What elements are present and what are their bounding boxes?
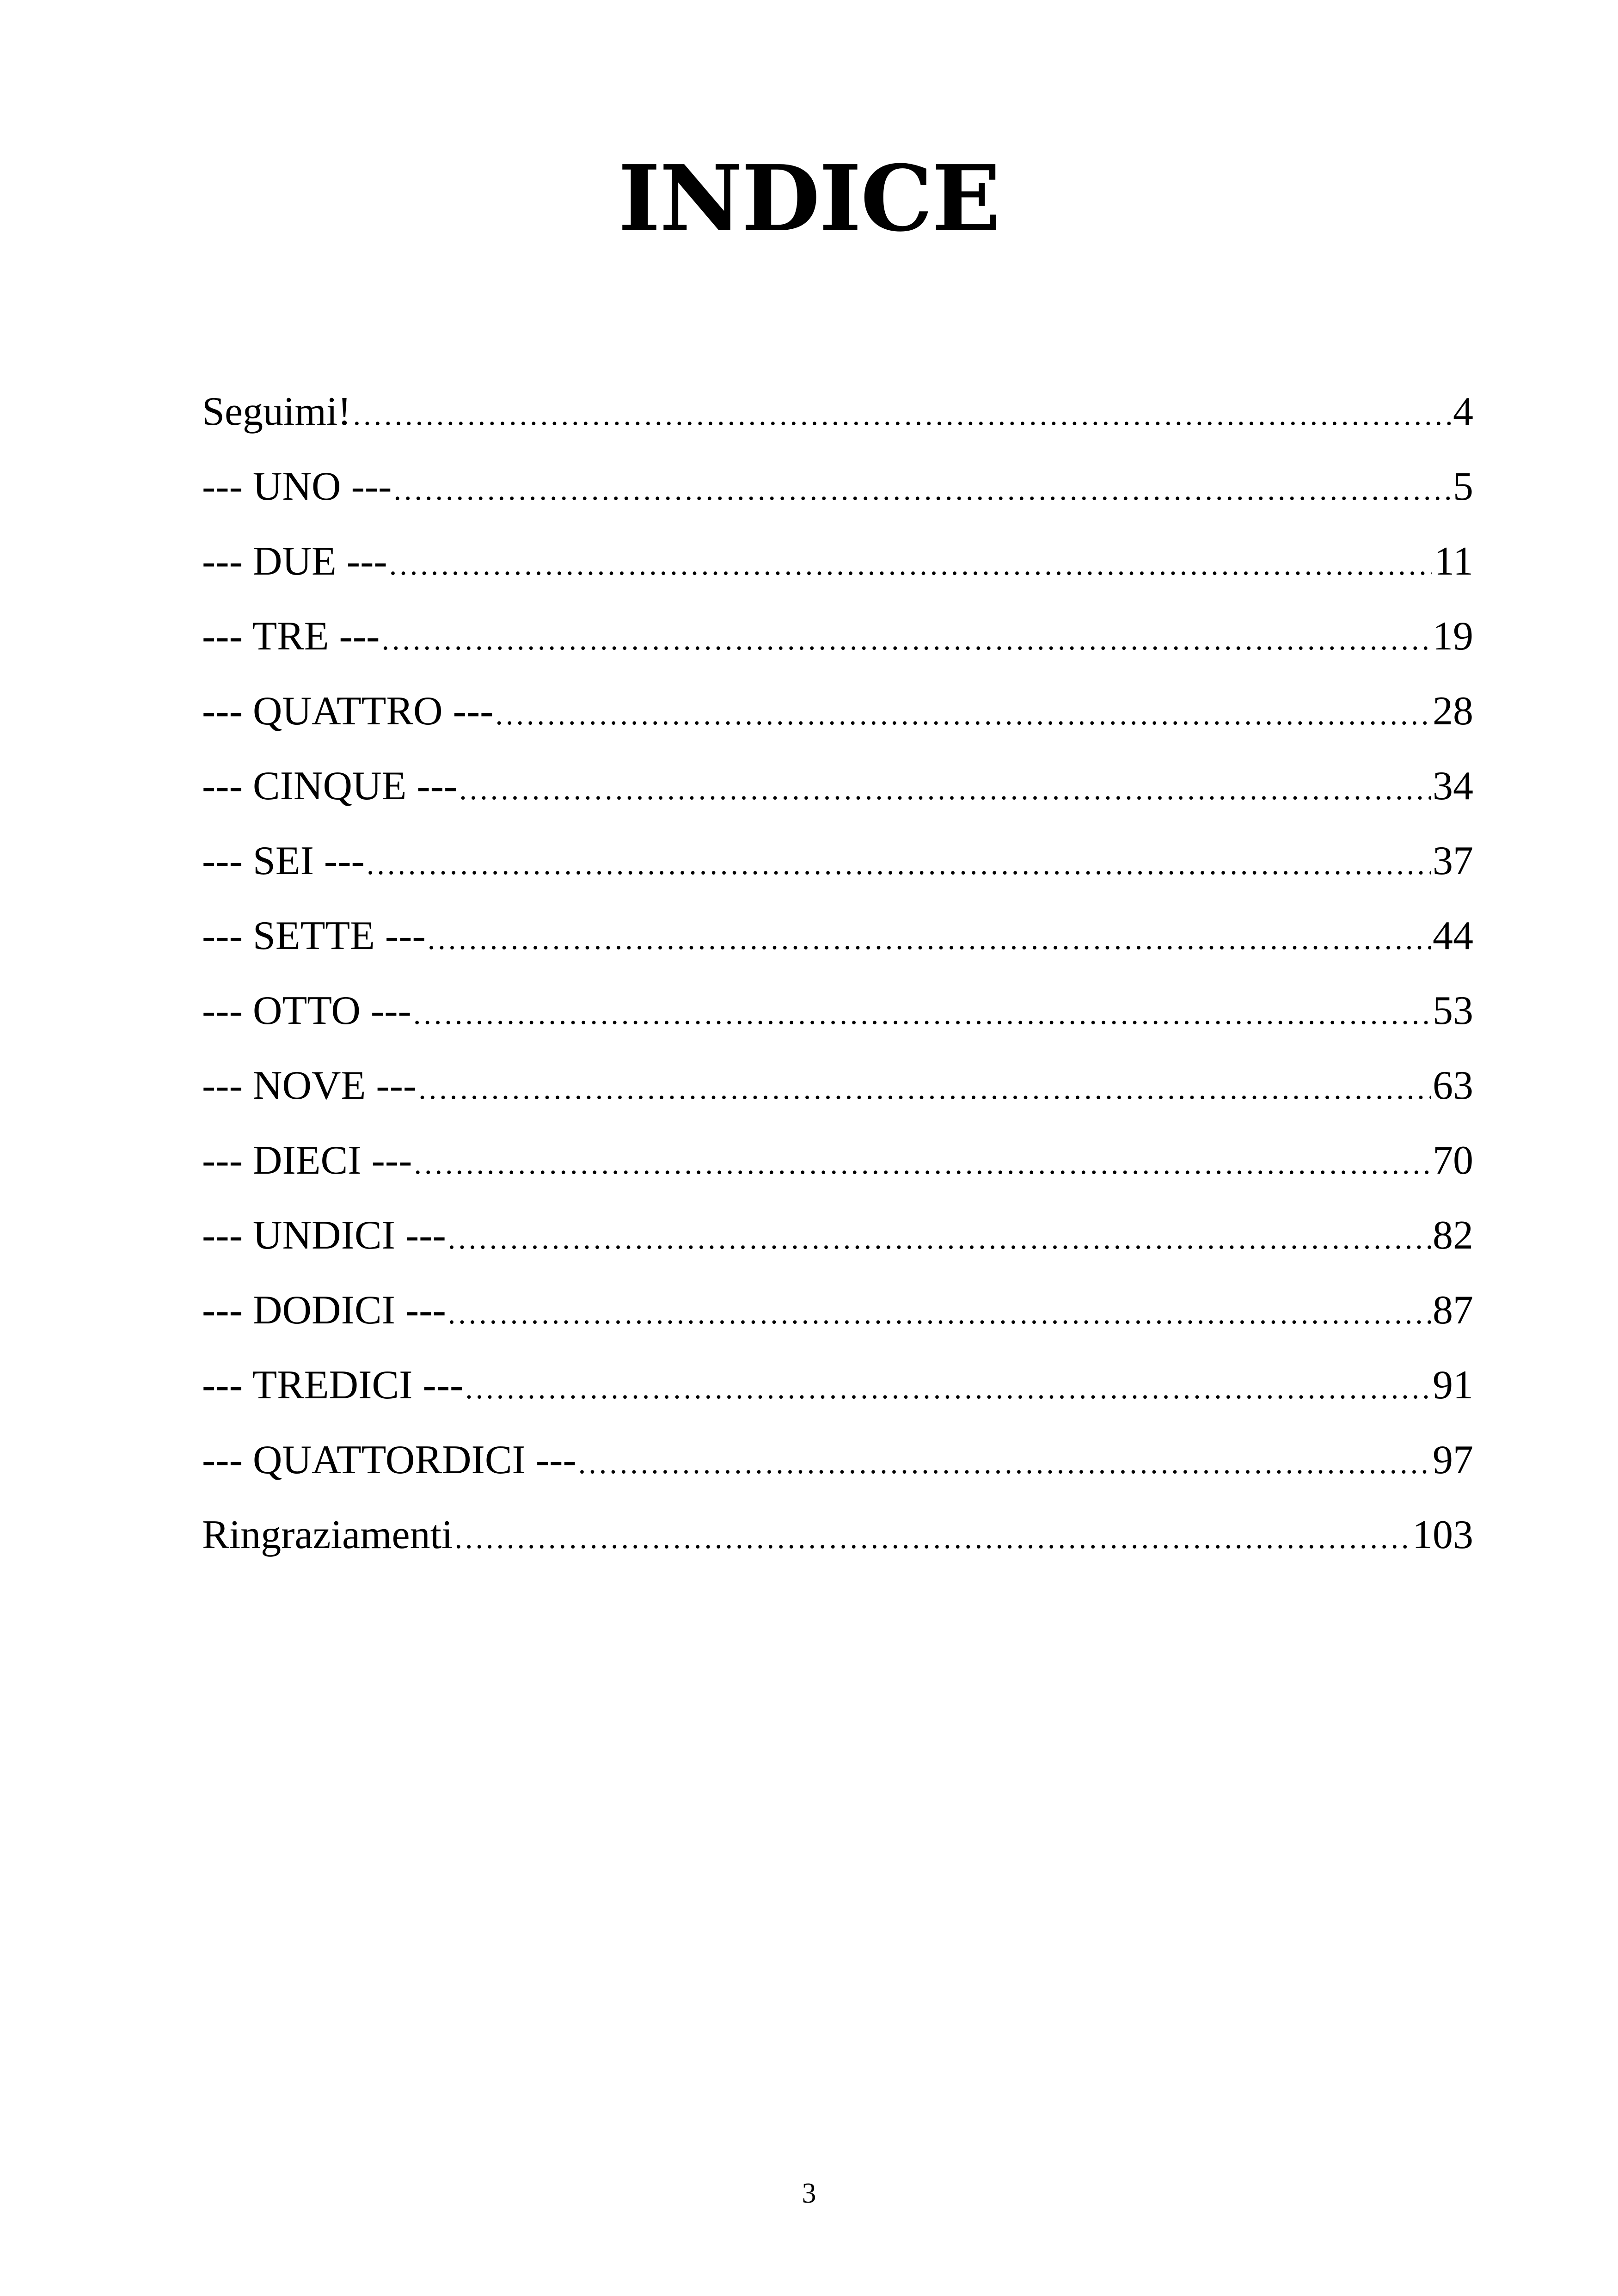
toc-entry-page: 63 (1433, 1063, 1473, 1108)
toc-entry-nove[interactable] (202, 1048, 1473, 1123)
toc-entry-page: 82 (1433, 1213, 1473, 1258)
toc-entry-sette[interactable] (202, 899, 1473, 974)
toc-entry-page: 19 (1433, 614, 1473, 659)
toc-entry-dodici[interactable] (202, 1273, 1473, 1348)
page-title: INDICE (618, 146, 1000, 252)
toc-entry-label: --- NOVE --- (202, 1063, 417, 1108)
toc-entry-page: 87 (1433, 1288, 1473, 1333)
toc-entry-label: --- SETTE --- (202, 913, 426, 958)
dot-leader (459, 752, 1431, 827)
dot-leader (393, 453, 1451, 527)
toc-entry-tredici[interactable] (202, 1348, 1473, 1423)
toc-entry-label: --- OTTO --- (202, 988, 411, 1033)
toc-entry-label: --- DODICI --- (202, 1288, 446, 1333)
page-number: 3 (802, 2178, 816, 2209)
dot-leader (418, 1052, 1431, 1127)
toc-entry-page: 44 (1433, 913, 1473, 958)
toc-entry-label: --- QUATTORDICI --- (202, 1438, 576, 1482)
dot-leader (353, 378, 1451, 453)
table-of-contents (202, 374, 1473, 1573)
dot-leader (413, 977, 1431, 1052)
dot-leader (578, 1426, 1431, 1501)
toc-entry-cinque[interactable] (202, 749, 1473, 824)
toc-entry-page: 97 (1433, 1438, 1473, 1482)
toc-entry-page: 103 (1412, 1512, 1473, 1557)
dot-leader (414, 1127, 1431, 1201)
toc-entry-label: --- SEI --- (202, 839, 365, 883)
toc-entry-page: 70 (1433, 1138, 1473, 1183)
toc-entry-due[interactable] (202, 524, 1473, 599)
toc-entry-page: 28 (1433, 689, 1473, 734)
toc-entry-dieci[interactable] (202, 1123, 1473, 1198)
dot-leader (381, 602, 1431, 677)
toc-entry-uno[interactable] (202, 449, 1473, 524)
toc-entry-sei[interactable] (202, 824, 1473, 899)
toc-entry-page: 5 (1453, 464, 1473, 509)
toc-entry-quattordici[interactable] (202, 1423, 1473, 1498)
toc-entry-page: 91 (1433, 1363, 1473, 1408)
toc-entry-label: --- UNDICI --- (202, 1213, 446, 1258)
toc-entry-label: --- TREDICI --- (202, 1363, 464, 1408)
toc-entry-label: --- CINQUE --- (202, 764, 458, 808)
toc-entry-seguimi[interactable] (202, 374, 1473, 449)
dot-leader (448, 1276, 1431, 1351)
toc-entry-label: Ringraziamenti (202, 1512, 453, 1557)
toc-entry-page: 4 (1453, 389, 1473, 434)
dot-leader (428, 902, 1431, 977)
toc-entry-label: --- DUE --- (202, 539, 387, 584)
toc-entry-label: --- TRE --- (202, 614, 380, 659)
toc-entry-label: --- DIECI --- (202, 1138, 412, 1183)
toc-entry-undici[interactable] (202, 1198, 1473, 1273)
dot-leader (465, 1351, 1431, 1426)
toc-entry-label: --- QUATTRO --- (202, 689, 494, 734)
dot-leader (367, 827, 1431, 902)
toc-entry-otto[interactable] (202, 974, 1473, 1048)
toc-entry-label: Seguimi! (202, 389, 351, 434)
toc-entry-page: 37 (1433, 839, 1473, 883)
toc-entry-page: 53 (1433, 988, 1473, 1033)
toc-entry-tre[interactable] (202, 599, 1473, 674)
toc-entry-ringraziamenti[interactable] (202, 1498, 1473, 1573)
toc-entry-page: 34 (1433, 764, 1473, 808)
toc-entry-quattro[interactable] (202, 674, 1473, 749)
dot-leader (454, 1501, 1410, 1576)
toc-entry-label: --- UNO --- (202, 464, 392, 509)
dot-leader (389, 527, 1433, 602)
dot-leader (448, 1201, 1431, 1276)
dot-leader (495, 677, 1431, 752)
toc-entry-page: 11 (1434, 539, 1473, 584)
